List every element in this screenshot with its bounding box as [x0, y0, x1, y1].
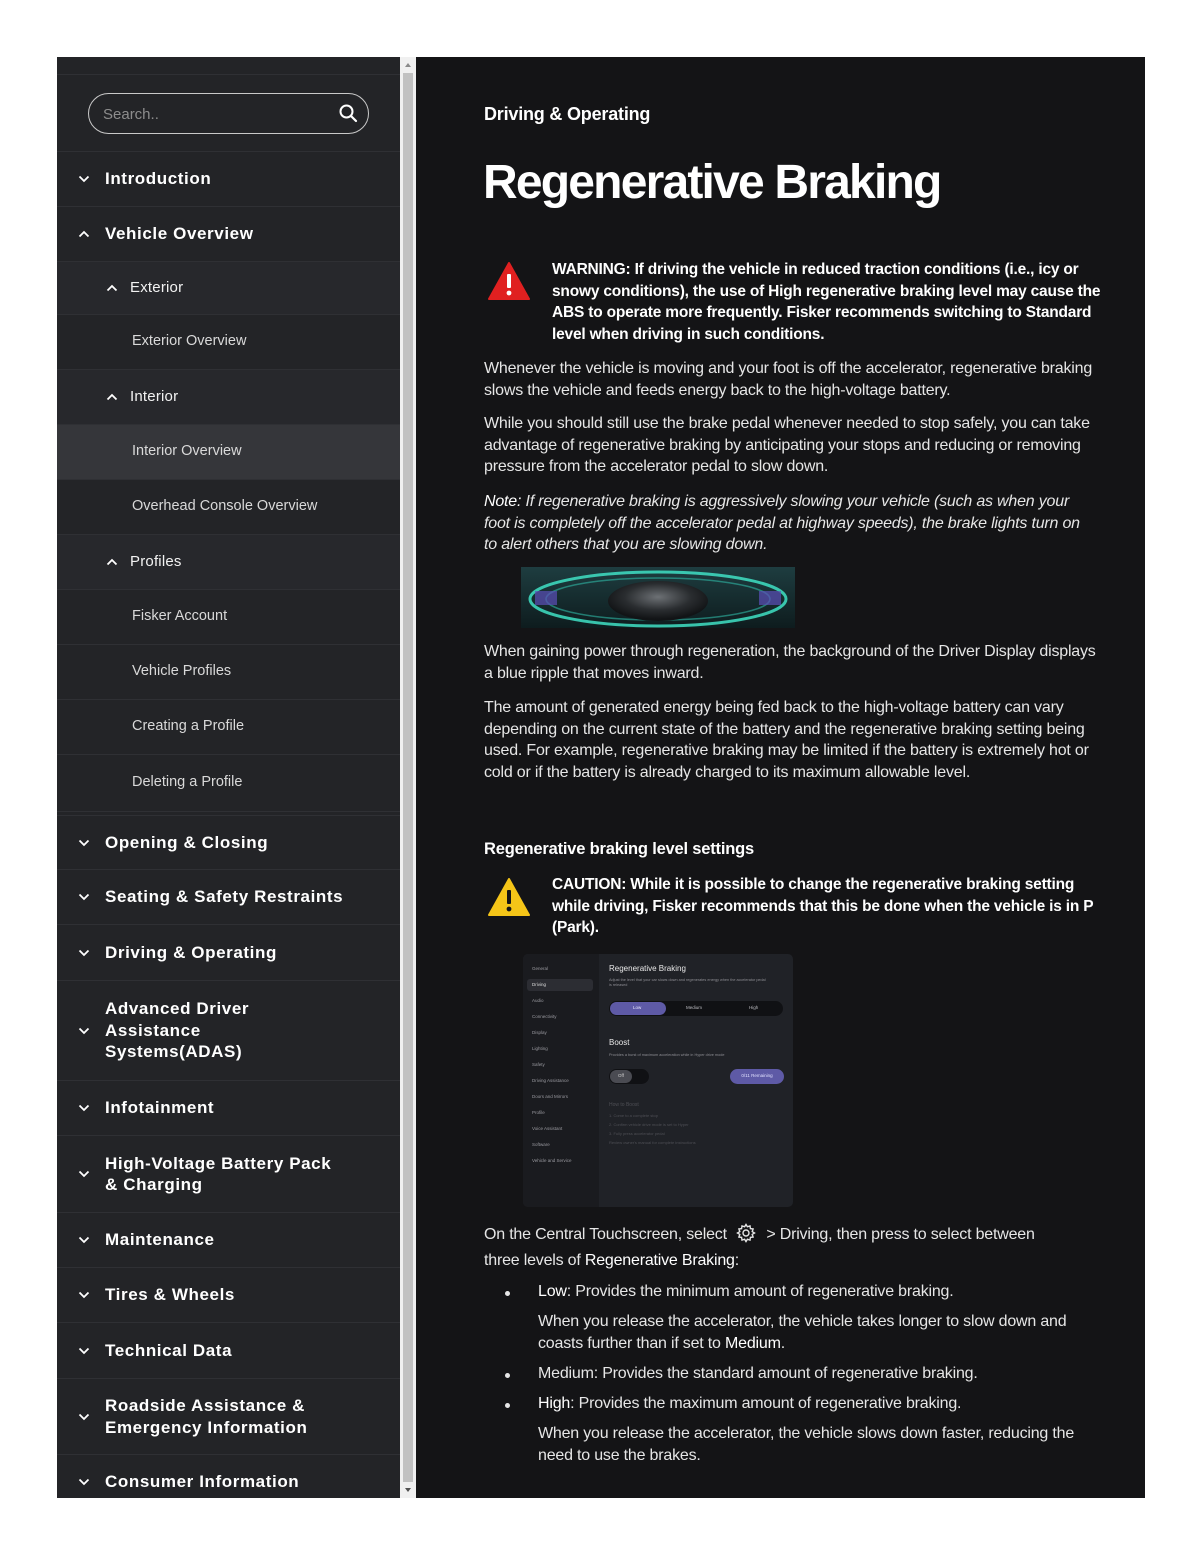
- list-item-detail: [538, 1311, 1098, 1354]
- boost-toggle: [609, 1069, 649, 1084]
- chevron-down-icon: [78, 893, 90, 901]
- chevron-down-icon: [78, 1170, 90, 1178]
- settings-menu-item: Display: [532, 1030, 547, 1035]
- sidebar-item-label: Tires & Wheels: [105, 1285, 235, 1305]
- caution-yellow-triangle-icon: [487, 877, 531, 917]
- scrollbar-thumb[interactable]: [403, 73, 413, 1482]
- caution-text: CAUTION: While it is possible to change the regenerative braking setting while driving, Fisker recommends that this be done when the vehicle is in P (Park).: [552, 876, 1094, 936]
- settings-description: Adjust the level that your car slows down and regenerates energy when the accelerator pedal is released: [609, 978, 766, 987]
- sidebar-item-label: Infotainment: [105, 1098, 215, 1118]
- sidebar-item-exterior-overview[interactable]: [57, 315, 400, 370]
- sidebar-item-label: Advanced Driver Assistance Systems(ADAS): [105, 999, 250, 1062]
- regen-level-segmented-control: [609, 1001, 783, 1016]
- sidebar-item-label: Seating & Safety Restraints: [105, 887, 344, 907]
- instruction-text: > Driving, then press to select between: [766, 1226, 1035, 1243]
- sidebar-item-label: Overhead Console Overview: [132, 498, 318, 515]
- settings-menu-item: Doors and Mirrors: [532, 1094, 569, 1099]
- chevron-down-icon: [78, 1027, 90, 1035]
- howto-step: Review owner's manual for complete instructions: [609, 1140, 696, 1145]
- bullet-icon: [505, 1373, 510, 1378]
- sidebar-item-introduction[interactable]: [57, 152, 400, 207]
- chevron-down-icon: [78, 1413, 90, 1421]
- list-item-detail: When you release the accelerator, the vehicle slows down faster, reducing the need to use the brakes.: [538, 1425, 1075, 1464]
- sidebar-item-vehicle-profiles[interactable]: [57, 645, 400, 700]
- chevron-up-icon: [106, 393, 118, 401]
- sidebar-item-label: Vehicle Overview: [105, 224, 254, 244]
- detail-text: .: [780, 1334, 785, 1352]
- note-label: Note:: [484, 493, 522, 510]
- sidebar-item-maintenance[interactable]: [57, 1213, 400, 1268]
- driver-display-regen-image: [521, 567, 795, 628]
- howto-step: 2. Confirm vehicle drive mode is set to Hyper: [609, 1122, 689, 1127]
- chevron-up-icon: [78, 230, 90, 238]
- sidebar-item-profiles[interactable]: [57, 535, 400, 590]
- sidebar-item-label: Deleting a Profile: [132, 774, 243, 791]
- settings-menu-item: Driving Assistance: [532, 1078, 569, 1083]
- sidebar-item-deleting-a-profile[interactable]: [57, 755, 400, 812]
- chevron-down-icon: [78, 949, 90, 957]
- sidebar-item-label: Exterior: [130, 279, 184, 297]
- chevron-up-icon: [106, 558, 118, 566]
- howto-step: 3. Fully press accelerator pedal: [609, 1131, 665, 1136]
- bullet-term: High: [538, 1395, 571, 1412]
- sidebar-item-label: Driving & Operating: [105, 942, 277, 962]
- divider: [57, 74, 400, 75]
- detail-text: When you release the accelerator, the vehicle takes longer to slow down and coasts further than if set to: [538, 1313, 1067, 1352]
- sidebar-item-infotainment[interactable]: [57, 1081, 400, 1136]
- sidebar-item-driving-operating[interactable]: [57, 925, 400, 981]
- scroll-down-arrow-icon[interactable]: [400, 1482, 416, 1498]
- article-content: [416, 57, 1145, 1498]
- sidebar-item-seating-safety[interactable]: [57, 870, 400, 925]
- sidebar-item-consumer-information[interactable]: [57, 1455, 400, 1498]
- paragraph-blue-ripple: When gaining power through regeneration, the background of the Driver Display displays a blue ripple that moves inward.: [484, 643, 1096, 682]
- sidebar-item-label: High-Voltage Battery Pack & Charging: [105, 1153, 332, 1194]
- settings-menu-item: Lighting: [532, 1046, 548, 1051]
- settings-menu-item: Connectivity: [532, 1014, 557, 1019]
- segment-label: High: [749, 1005, 759, 1010]
- sidebar-item-label: Consumer Information: [105, 1472, 300, 1492]
- instruction-text: three levels of: [484, 1251, 585, 1269]
- list-item: [538, 1393, 1098, 1415]
- sidebar-item-exterior[interactable]: [57, 262, 400, 315]
- search-icon[interactable]: [338, 103, 358, 123]
- note-paragraph: [484, 491, 1096, 556]
- bullet-icon: [505, 1291, 510, 1296]
- sidebar-scrollbar[interactable]: [400, 57, 416, 1498]
- sidebar-item-label: Vehicle Profiles: [132, 663, 232, 680]
- settings-menu-item: Profile: [532, 1110, 545, 1115]
- paragraph-regen-overview: Whenever the vehicle is moving and your foot is off the accelerator, regenerative braking slows the vehicle and feeds energy back to the high-voltage battery.: [484, 360, 1093, 399]
- howto-step: 1. Come to a complete stop: [609, 1113, 658, 1118]
- search-box[interactable]: [88, 93, 369, 134]
- sidebar-item-vehicle-overview[interactable]: [57, 207, 400, 262]
- sidebar-item-roadside-assistance[interactable]: [57, 1379, 400, 1455]
- instruction-text: :: [734, 1251, 739, 1269]
- chevron-down-icon: [78, 1291, 90, 1299]
- list-item: [538, 1281, 1098, 1303]
- list-item: Medium: Provides the standard amount of regenerative braking.: [538, 1365, 978, 1382]
- sidebar-item-overhead-console-overview[interactable]: [57, 480, 400, 535]
- bullet-text: : Provides the maximum amount of regenerative braking.: [570, 1395, 962, 1412]
- paragraph-brake-pedal: While you should still use the brake pedal whenever needed to stop safely, you can take advantage of regenerative braking by anticipating your stops and reducing or removing pressure from the accelerator pedal to slow down.: [484, 415, 1090, 475]
- select-instruction: [484, 1222, 1104, 1275]
- sidebar-item-label: Creating a Profile: [132, 718, 245, 735]
- sidebar-item-high-voltage-battery[interactable]: [57, 1136, 400, 1213]
- chevron-down-icon: [78, 839, 90, 847]
- sidebar-item-opening-closing[interactable]: [57, 815, 400, 870]
- chevron-up-icon: [106, 284, 118, 292]
- segment-label: Medium: [686, 1005, 703, 1010]
- sidebar-item-label: Maintenance: [105, 1230, 215, 1250]
- howto-title: How to Boost: [609, 1102, 639, 1108]
- scroll-up-arrow-icon[interactable]: [400, 57, 416, 73]
- sidebar-item-label: Interior: [130, 388, 179, 406]
- sidebar-item-label: Profiles: [130, 553, 182, 571]
- breadcrumb: Driving & Operating: [484, 104, 651, 124]
- settings-menu-item: Voice Assistant: [532, 1126, 563, 1131]
- regen-braking-term: Regenerative Braking: [584, 1251, 735, 1269]
- detail-term: Medium: [725, 1334, 781, 1352]
- toggle-label: Off: [610, 1070, 632, 1083]
- boost-description: Provides a burst of maximum acceleration while in Hyper drive mode: [609, 1053, 725, 1057]
- boost-heading: Boost: [609, 1038, 630, 1047]
- chevron-down-icon: [78, 1236, 90, 1244]
- sidebar-item-label: Interior Overview: [132, 443, 242, 460]
- sidebar-item-label: Technical Data: [105, 1340, 233, 1360]
- bullet-icon: [505, 1403, 510, 1408]
- settings-menu-item: Driving: [527, 979, 593, 991]
- settings-menu-item: Vehicle and Service: [532, 1158, 572, 1163]
- chevron-down-icon: [78, 1104, 90, 1112]
- sidebar-nav: [57, 57, 400, 1498]
- settings-menu-item: Software: [532, 1142, 550, 1147]
- sidebar-item-label: Opening & Closing: [105, 832, 269, 852]
- sidebar-item-creating-a-profile[interactable]: [57, 700, 400, 755]
- section-heading: Regenerative braking level settings: [484, 840, 754, 858]
- paragraph-energy-amount: The amount of generated energy being fed back to the high-voltage battery can vary depending on the current state of the battery and the regenerative braking setting being used. For example, regenerative braking may be limited if the battery is extremely hot or cold or if the battery is already charged to its maximum allowable level.: [484, 699, 1089, 781]
- warning-red-triangle-icon: [487, 261, 531, 301]
- sidebar-item-label: Introduction: [105, 169, 212, 189]
- chevron-down-icon: [78, 1347, 90, 1355]
- instruction-text: On the Central Touchscreen, select: [484, 1226, 727, 1243]
- sidebar-item-label: Roadside Assistance & Emergency Information: [105, 1396, 308, 1437]
- sidebar-item-tires-wheels[interactable]: [57, 1268, 400, 1323]
- segment-label: Low: [633, 1005, 642, 1010]
- sidebar-item-interior[interactable]: [57, 370, 400, 425]
- gear-icon: [735, 1222, 757, 1244]
- chevron-down-icon: [78, 1478, 90, 1486]
- page-title: Regenerative Braking: [483, 156, 941, 209]
- bullet-term: Low: [538, 1283, 567, 1300]
- bullet-text: : Provides the minimum amount of regenerative braking.: [566, 1283, 954, 1300]
- note-text: If regenerative braking is aggressively slowing your vehicle (such as when your foot is completely off the accelerator pedal at highway speeds), the brake lights turn on to alert others that you are slowing down.: [484, 493, 1080, 553]
- settings-menu-item: General: [532, 966, 549, 971]
- sidebar-item-interior-overview[interactable]: [57, 425, 400, 480]
- settings-heading: Regenerative Braking: [609, 964, 686, 973]
- search-input[interactable]: [103, 103, 323, 125]
- chevron-down-icon: [78, 175, 90, 183]
- settings-menu-item: Safety: [532, 1062, 545, 1067]
- sidebar-item-adas[interactable]: [57, 981, 400, 1081]
- sidebar-item-label: Exterior Overview: [132, 333, 247, 350]
- settings-screenshot: [523, 954, 793, 1207]
- boost-remaining-button: 0/11 Remaining: [730, 1069, 784, 1084]
- sidebar-item-label: Fisker Account: [132, 608, 228, 625]
- sidebar-item-technical-data[interactable]: [57, 1323, 400, 1379]
- settings-menu-item: Audio: [532, 998, 544, 1003]
- warning-text: WARNING: If driving the vehicle in reduced traction conditions (i.e., icy or snowy conditions), the use of High regenerative braking level may cause the ABS to operate more frequently. Fisker recommends switching to Standard level when driving in such conditions.: [552, 261, 1101, 343]
- sidebar-item-fisker-account[interactable]: [57, 590, 400, 645]
